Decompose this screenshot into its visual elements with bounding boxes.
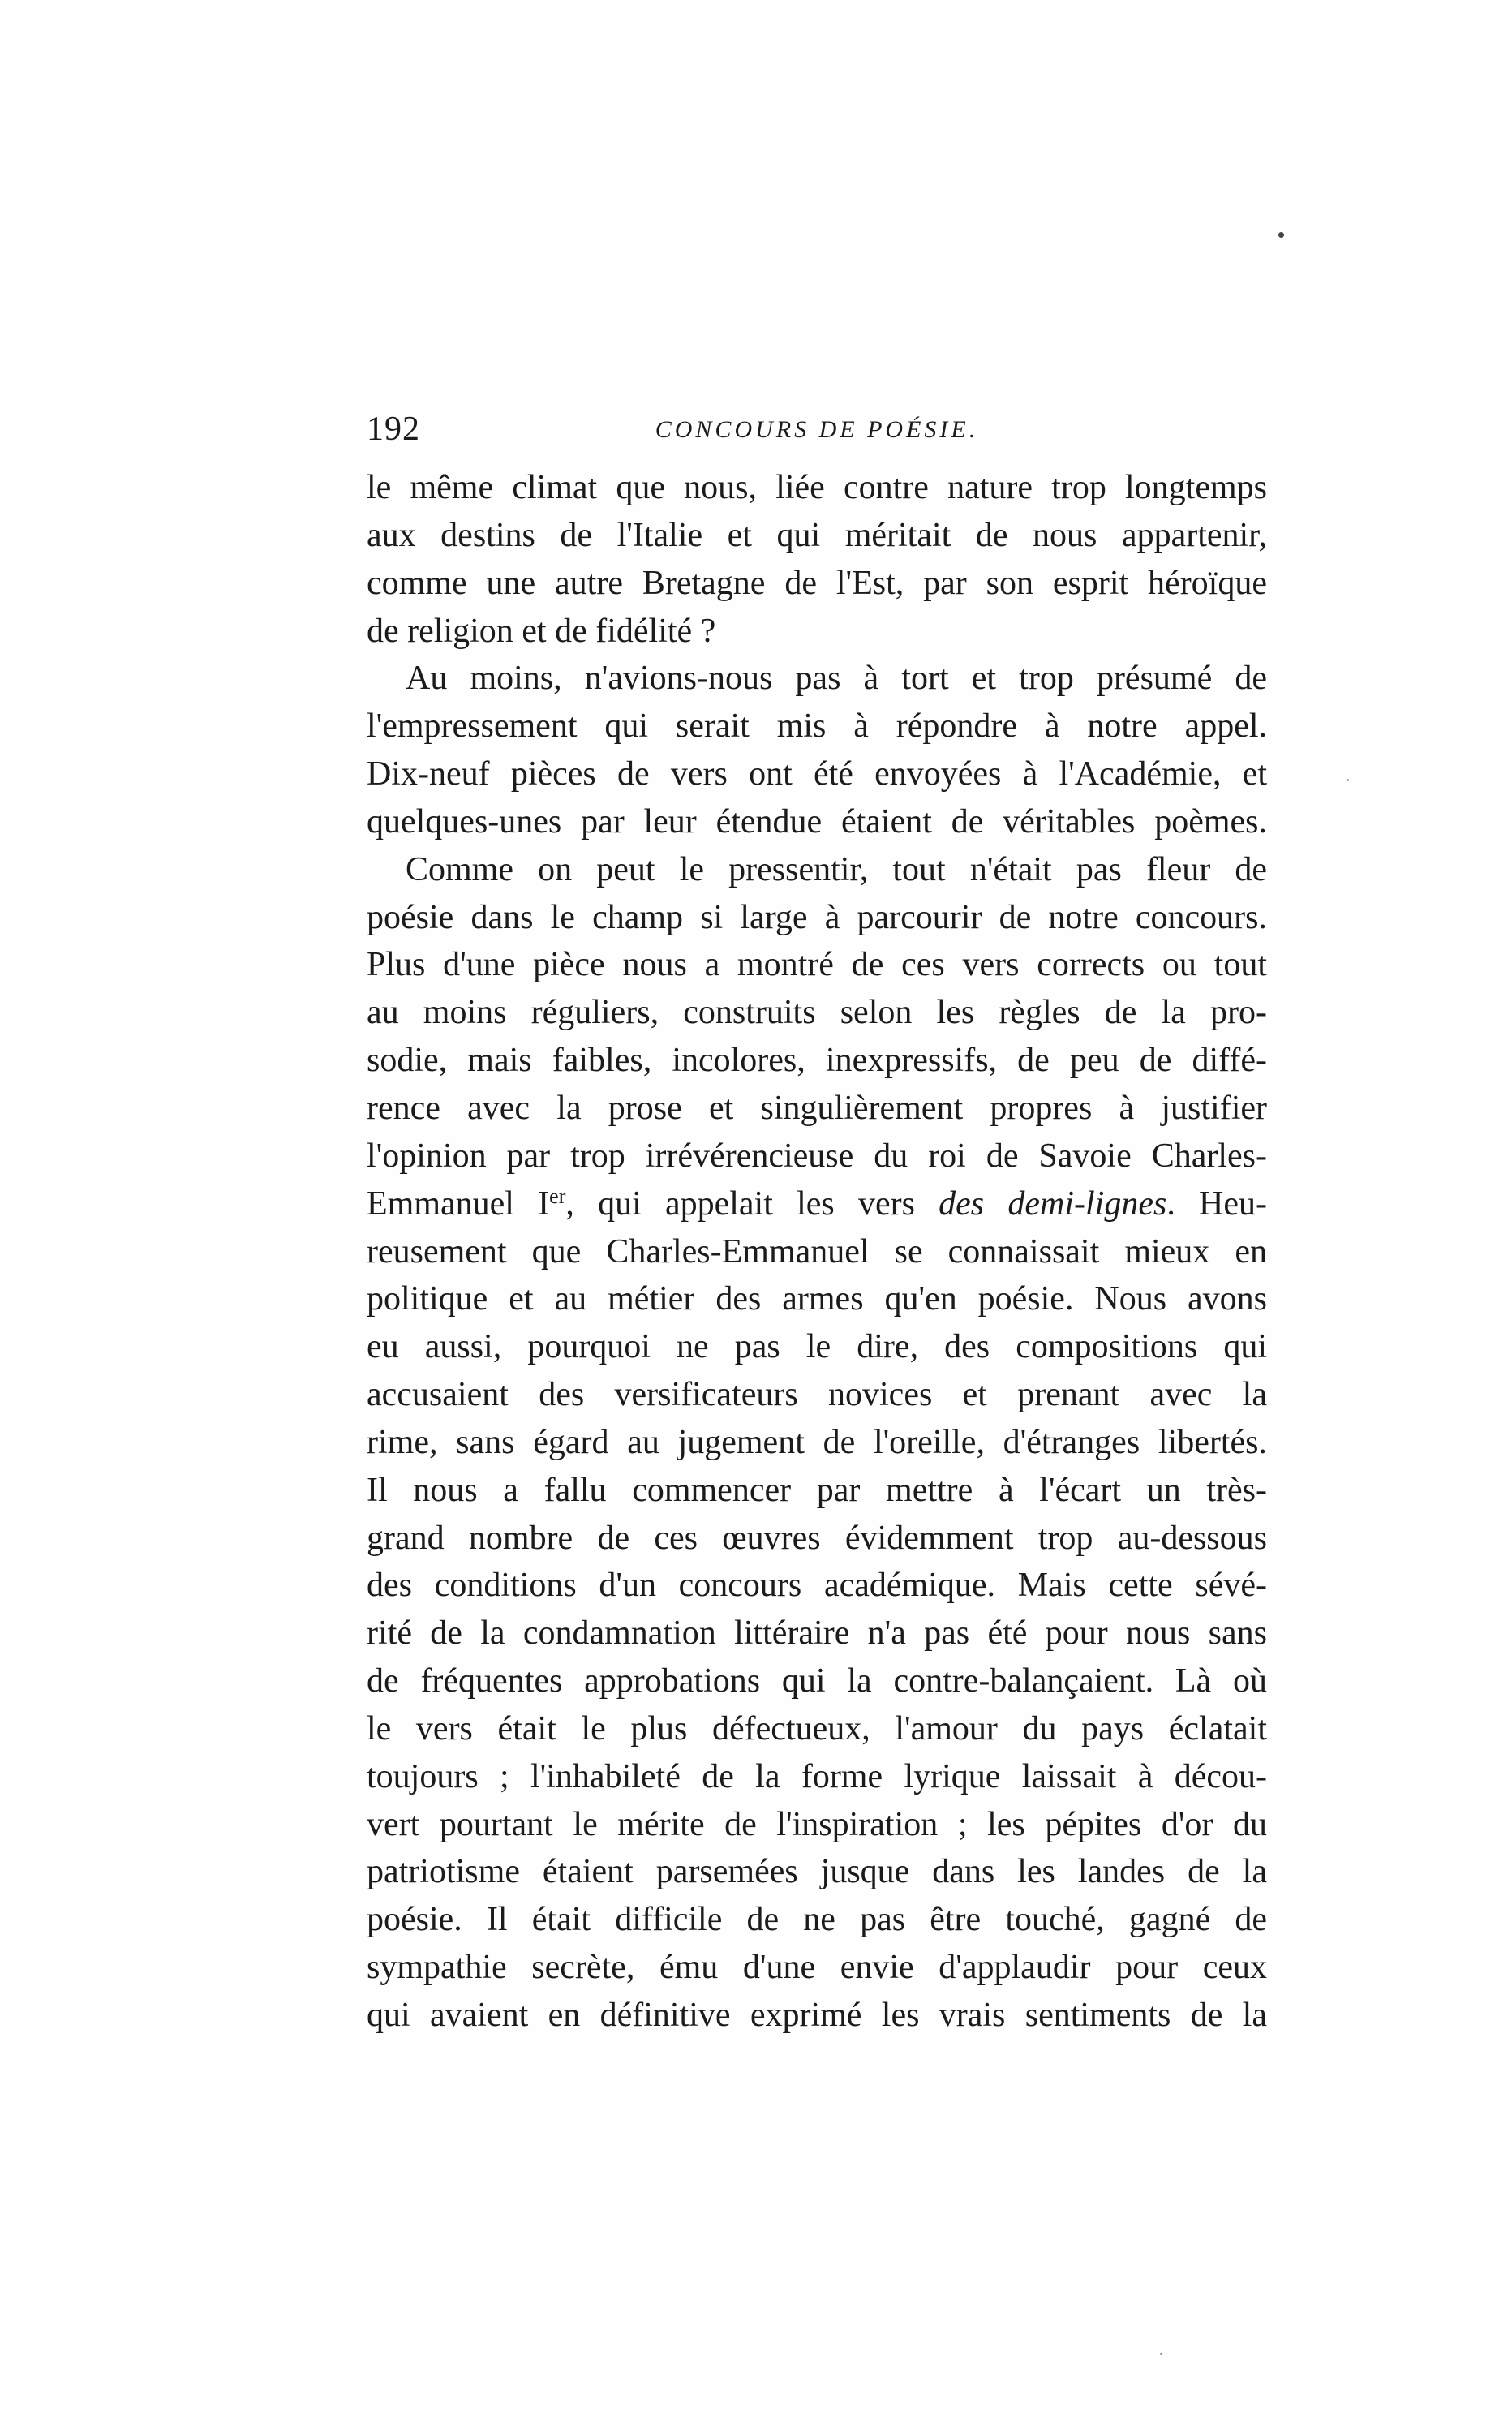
text-line: reusement que Charles-Emmanuel se connaissait mieux en: [367, 1232, 1267, 1270]
text-line: rime, sans égard au jugement de l'oreille, d'étranges libertés.: [367, 1423, 1267, 1461]
ink-speck: [1160, 2353, 1162, 2355]
text-line: eu aussi, pourquoi ne pas le dire, des compositions qui: [367, 1328, 1267, 1366]
text-line: accusaient des versificateurs novices et prenant avec la: [367, 1376, 1267, 1414]
ink-speck: [1278, 232, 1284, 238]
text-line: le même climat que nous, liée contre nature trop longtemps: [367, 469, 1267, 506]
text-line: grand nombre de ces œuvres évidemment trop au-dessous: [367, 1519, 1267, 1557]
text-line: Plus d'une pièce nous a montré de ces vers corrects ou tout: [367, 946, 1267, 984]
text-line: de religion et de fidélité ?: [367, 612, 716, 650]
page-header: [367, 406, 1267, 454]
text-line: [367, 1180, 1267, 1228]
text-line: l'empressement qui serait mis à répondre à notre appel.: [367, 707, 1267, 746]
text-line: sympathie secrète, ému d'une envie d'applaudir pour ceux: [367, 1949, 1267, 1987]
text-line: patriotisme étaient parsemées jusque dans les landes de la: [367, 1853, 1267, 1891]
page-number: 192: [367, 411, 420, 448]
text-line: vert pourtant le mérite de l'inspiration ; les pépites d'or du: [367, 1805, 1267, 1843]
text-line-middle: , qui appelait les vers: [565, 1184, 939, 1223]
text-line: des conditions d'un concours académique. Mais cette sévé-: [367, 1567, 1267, 1605]
superscript-er: er: [549, 1184, 566, 1208]
text-line: Au moins, n'avions-nous pas à tort et trop présumé de: [406, 660, 1267, 698]
text-line: politique et au métier des armes qu'en poésie. Nous avons: [367, 1280, 1267, 1318]
text-line: Dix-neuf pièces de vers ont été envoyées à l'Académie, et: [367, 755, 1267, 793]
text-line: Comme on peut le pressentir, tout n'était pas fleur de: [406, 850, 1267, 888]
ink-speck: [1347, 779, 1349, 781]
text-line: comme une autre Bretagne de l'Est, par son esprit héroïque: [367, 564, 1267, 602]
text-line: le vers était le plus défectueux, l'amour du pays éclatait: [367, 1709, 1267, 1748]
text-line: poésie. Il était difficile de ne pas être touché, gagné de: [367, 1901, 1267, 1939]
italic-phrase: des demi-lignes: [939, 1184, 1167, 1223]
text-line: de fréquentes approbations qui la contre-balançaient. Là où: [367, 1662, 1267, 1700]
running-title: CONCOURS DE POÉSIE.: [655, 416, 979, 443]
text-line: qui avaient en définitive exprimé les vrais sentiments de la: [367, 1997, 1267, 2034]
text-line-end: . Heu-: [1166, 1184, 1267, 1223]
body-text: [367, 464, 1267, 2040]
text-line: au moins réguliers, construits selon les règles de la pro-: [367, 994, 1267, 1032]
text-line: poésie dans le champ si large à parcourir de notre concours.: [367, 898, 1267, 936]
text-line: rence avec la prose et singulièrement propres à justifier: [367, 1089, 1267, 1127]
text-line: l'opinion par trop irrévérencieuse du roi de Savoie Charles-: [367, 1137, 1267, 1175]
text-line-start: Emmanuel I: [367, 1184, 550, 1223]
text-line: Il nous a fallu commencer par mettre à l'écart un très-: [367, 1471, 1267, 1509]
text-line: aux destins de l'Italie et qui méritait de nous appartenir,: [367, 516, 1267, 554]
text-line: quelques-unes par leur étendue étaient de véritables poèmes.: [367, 802, 1267, 840]
text-line: rité de la condamnation littéraire n'a pas été pour nous sans: [367, 1614, 1267, 1653]
text-line: sodie, mais faibles, incolores, inexpressifs, de peu de diffé-: [367, 1042, 1267, 1080]
text-line: toujours ; l'inhabileté de la forme lyrique laissait à décou-: [367, 1757, 1267, 1795]
